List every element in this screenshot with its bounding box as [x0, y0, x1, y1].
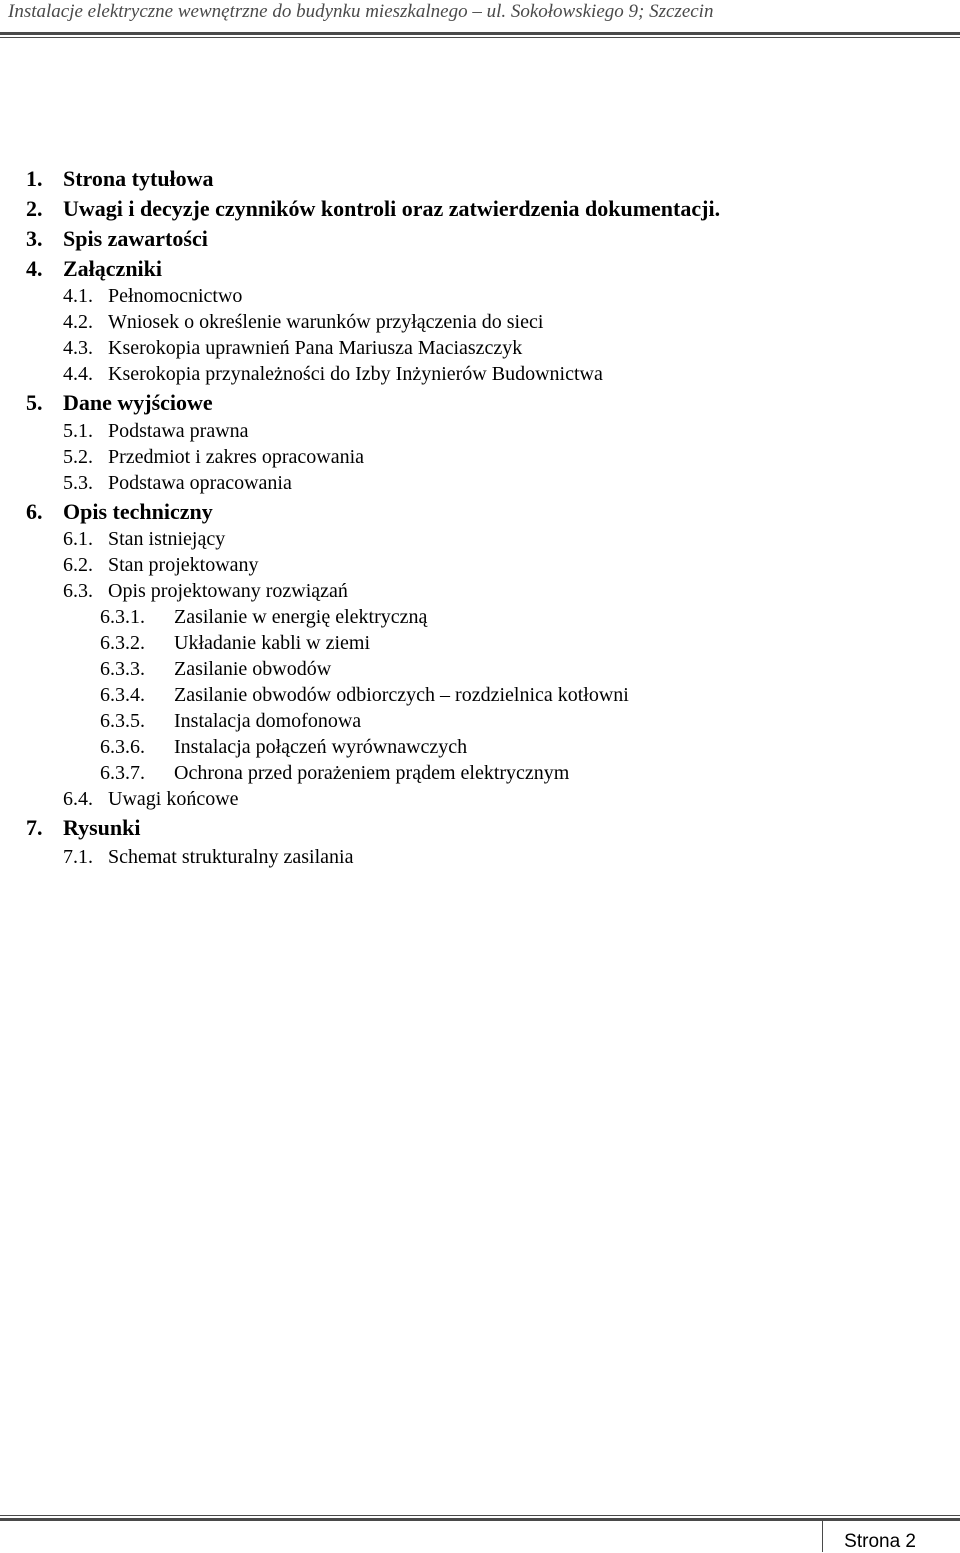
toc-entry-number: 5.3.	[63, 472, 93, 494]
toc-entry-number: 5.1.	[63, 420, 93, 442]
toc-entry-title: Kserokopia przynależności do Izby Inżynierów Budownictwa	[108, 363, 603, 385]
toc-entry-title: Kserokopia uprawnień Pana Mariusza Maciaszczyk	[108, 337, 523, 359]
toc-entry	[0, 657, 940, 685]
toc-entry-number: 6.3.2.	[100, 632, 145, 654]
toc-entry	[0, 845, 940, 873]
toc-entry	[0, 166, 940, 194]
running-header: Instalacje elektryczne wewnętrzne do budynku mieszkalnego – ul. Sokołowskiego 9; Szczecin	[8, 1, 714, 22]
footer-divider-thin	[0, 1515, 960, 1516]
toc-entry	[0, 256, 940, 284]
toc-entry	[0, 196, 940, 224]
toc-entry-number: 6.	[26, 499, 43, 524]
toc-entry-number: 6.1.	[63, 528, 93, 550]
toc-entry-title: Instalacja domofonowa	[174, 710, 362, 732]
toc-entry	[0, 362, 940, 390]
toc-entry-number: 6.3.5.	[100, 710, 145, 732]
toc-entry	[0, 815, 940, 843]
toc-entry-title: Przedmiot i zakres opracowania	[108, 446, 365, 468]
toc-entry-title: Zasilanie obwodów odbiorczych – rozdzielnica kotłowni	[174, 684, 629, 706]
toc-entry-number: 4.1.	[63, 285, 93, 307]
toc-entry-number: 4.4.	[63, 363, 93, 385]
toc-entry-title: Stan projektowany	[108, 554, 259, 576]
toc-entry-title: Wniosek o określenie warunków przyłączenia do sieci	[108, 311, 544, 333]
toc-entry-title: Ochrona przed porażeniem prądem elektrycznym	[174, 762, 570, 784]
toc-entry-number: 6.2.	[63, 554, 93, 576]
toc-entry-title: Opis projektowany rozwiązań	[108, 580, 348, 602]
toc-entry-title: Spis zawartości	[63, 226, 208, 251]
page-number: Strona 2	[844, 1531, 916, 1552]
toc-entry-title: Pełnomocnictwo	[108, 285, 243, 307]
toc-entry	[0, 284, 940, 312]
toc-entry-title: Rysunki	[63, 815, 141, 840]
toc-entry-title: Opis techniczny	[63, 499, 213, 524]
toc-entry-title: Układanie kabli w ziemi	[174, 632, 371, 654]
toc-entry-title: Instalacja połączeń wyrównawczych	[174, 736, 468, 758]
toc-entry-number: 7.	[26, 815, 43, 840]
toc-entry-title: Załączniki	[63, 256, 163, 281]
toc-entry-title: Schemat strukturalny zasilania	[108, 846, 354, 868]
toc-entry	[0, 471, 940, 499]
toc-entry	[0, 709, 940, 737]
toc-entry-number: 5.2.	[63, 446, 93, 468]
toc-entry-title: Uwagi końcowe	[108, 788, 239, 810]
toc-entry	[0, 605, 940, 633]
toc-entry-number: 4.3.	[63, 337, 93, 359]
toc-entry	[0, 336, 940, 364]
toc-entry-number: 6.3.1.	[100, 606, 145, 628]
toc-entry	[0, 683, 940, 711]
toc-entry-number: 2.	[26, 196, 43, 221]
toc-entry	[0, 579, 940, 607]
toc-entry	[0, 735, 940, 763]
toc-entry-title: Strona tytułowa	[63, 166, 214, 191]
toc-entry-number: 1.	[26, 166, 43, 191]
toc-entry-number: 3.	[26, 226, 43, 251]
toc-entry-number: 6.4.	[63, 788, 93, 810]
toc-entry	[0, 310, 940, 338]
toc-entry	[0, 787, 940, 815]
toc-entry	[0, 445, 940, 473]
toc-entry-title: Podstawa opracowania	[108, 472, 292, 494]
toc-entry	[0, 631, 940, 659]
toc-entry	[0, 419, 940, 447]
toc-entry-title: Stan istniejący	[108, 528, 226, 550]
toc-entry-number: 6.3.7.	[100, 762, 145, 784]
toc-entry	[0, 527, 940, 555]
toc-entry	[0, 499, 940, 527]
toc-entry-number: 5.	[26, 390, 43, 415]
toc-entry	[0, 390, 940, 418]
toc-entry-title: Zasilanie obwodów	[174, 658, 332, 680]
toc-entry-title: Dane wyjściowe	[63, 390, 213, 415]
toc-entry-number: 4.	[26, 256, 43, 281]
toc-entry-number: 7.1.	[63, 846, 93, 868]
toc-entry-title: Podstawa prawna	[108, 420, 249, 442]
toc-entry-number: 6.3.4.	[100, 684, 145, 706]
toc-entry-number: 6.3.6.	[100, 736, 145, 758]
toc-entry	[0, 761, 940, 789]
toc-entry	[0, 226, 940, 254]
toc-entry	[0, 553, 940, 581]
toc-entry-title: Zasilanie w energię elektryczną	[174, 606, 428, 628]
toc-entry-number: 4.2.	[63, 311, 93, 333]
toc-entry-number: 6.3.3.	[100, 658, 145, 680]
toc-entry-title: Uwagi i decyzje czynników kontroli oraz zatwierdzenia dokumentacji.	[63, 196, 721, 221]
footer-divider-thick	[0, 1518, 960, 1521]
toc-entry-number: 6.3.	[63, 580, 93, 602]
